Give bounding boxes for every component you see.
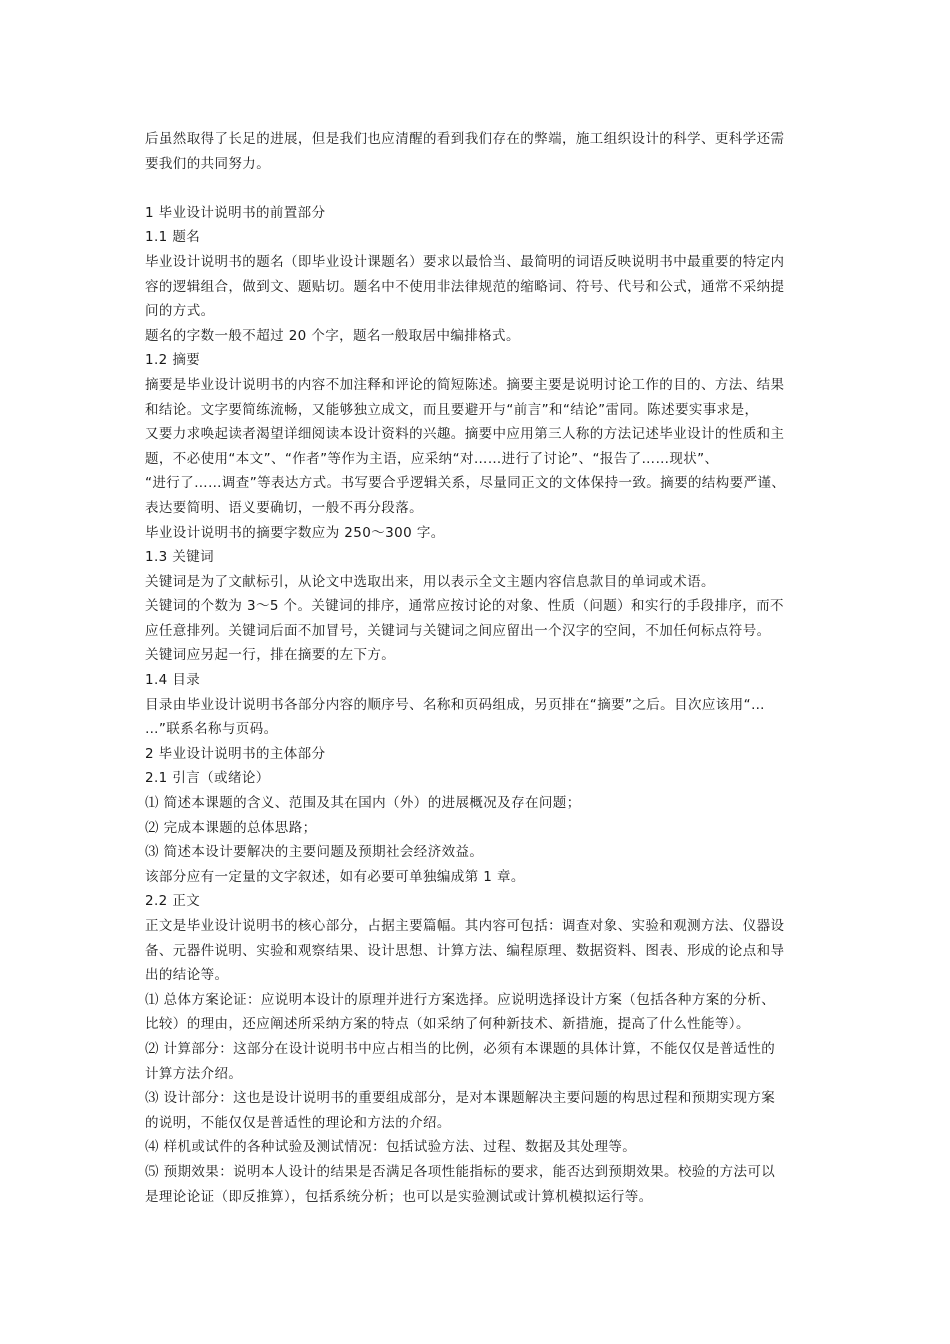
text-line: 容的逻辑组合，做到文、题贴切。题名中不使用非法律规范的缩略词、符号、代号和公式，通常不采纳提 [145,278,785,295]
text-line: 后虽然取得了长足的进展，但是我们也应清醒的看到我们存在的弊端，施工组织设计的科学、更科学还需 [145,131,785,147]
subsection-heading: 1.3 关键词 [145,549,215,566]
text-line: 要我们的共同努力。 [145,155,271,172]
text-line: 的说明，不能仅仅是普适性的理论和方法的介绍。 [145,1114,451,1131]
text-line: “进行了……调查”等表达方式。书写要合乎逻辑关系，尽量同正文的文体保持一致。摘要的结构要严谨、 [145,475,786,492]
subsection-heading: 1.2 摘要 [145,352,201,369]
text-line: 备、元器件说明、实验和观察结果、设计思想、计算方法、编程原理、数据资料、图表、形成的论点和导 [145,942,785,959]
text-line: 题名的字数一般不超过 20 个字，题名一般取居中编排格式。 [145,327,520,344]
text-line: 应任意排列。关键词后面不加冒号，关键词与关键词之间应留出一个汉字的空间，不加任何标点符号。 [145,622,771,639]
text-line: 计算方法介绍。 [145,1065,243,1082]
text-line: 表达要简明、语义要确切，一般不再分段落。 [145,499,423,516]
subsection-heading: 2.1 引言（或绪论） [145,770,270,787]
list-item: ⑷ 样机或试件的各种试验及测试情况：包括试验方法、过程、数据及其处理等。 [145,1139,637,1156]
text-line: 关键词是为了文献标引，从论文中选取出来，用以表示全文主题内容信息款目的单词或术语。 [145,573,715,590]
text-line: 毕业设计说明书的摘要字数应为 250～300 字。 [145,524,445,541]
text-line: 毕业设计说明书的题名（即毕业设计课题名）要求以最恰当、最简明的词语反映说明书中最重要的特定内 [145,253,785,270]
list-item: ⑸ 预期效果：说明本人设计的结果是否满足各项性能指标的要求，能否达到预期效果。校验的方法可以 [145,1163,776,1180]
text-line: 题，不必使用“本文”、“作者”等作为主语，应采纳“对……进行了讨论”、“报告了……现状”、 [145,450,719,467]
text-line: 是理论论证（即反推算），包括系统分析；也可以是实验测试或计算机模拟运行等。 [145,1188,653,1205]
text-line: 和结论。文字要简练流畅，又能够独立成文，而且要避开与“前言”和“结论”雷同。陈述要实事求是， [145,401,759,418]
text-line: 正文是毕业设计说明书的核心部分，占据主要篇幅。其内容可包括：调查对象、实验和观测方法、仪器设 [145,918,785,934]
subsection-heading: 1.4 目录 [145,672,201,689]
list-item: ⑶ 设计部分：这也是设计说明书的重要组成部分，是对本课题解决主要问题的构思过程和预期实现方案 [145,1090,776,1107]
document-body [145,127,815,1209]
subsection-heading: 1.1 题名 [145,229,201,246]
text-line: 比较）的理由，还应阐述所采纳方案的特点（如采纳了何种新技术、新措施，提高了什么性能等）。 [145,1016,750,1033]
text-line: 问的方式。 [145,303,215,320]
text-line: 关键词的个数为 3～5 个。关键词的排序，通常应按讨论的对象、性质（问题）和实行的手段排序，而不 [145,598,784,615]
list-item: ⑵ 完成本课题的总体思路； [145,819,317,836]
list-item: ⑵ 计算部分：这部分在设计说明书中应占相当的比例，必须有本课题的具体计算，不能仅仅是普适性的 [145,1040,776,1057]
paragraph-gap [145,176,815,201]
list-item: ⑴ 总体方案论证：应说明本设计的原理并进行方案选择。应说明选择设计方案（包括各种方案的分析、 [145,991,776,1008]
text-line: 摘要是毕业设计说明书的内容不加注释和评论的简短陈述。摘要主要是说明讨论工作的目的、方法、结果 [145,376,785,393]
text-line: 目录由毕业设计说明书各部分内容的顺序号、名称和页码组成，另页排在“摘要”之后。目次应该用“… [145,696,765,713]
text-line: 该部分应有一定量的文字叙述，如有必要可单独编成第 1 章。 [145,868,525,885]
text-line: 出的结论等。 [145,967,229,984]
section-heading: 1 毕业设计说明书的前置部分 [145,204,326,221]
text-line: 又要力求唤起读者渴望详细阅读本设计资料的兴趣。摘要中应用第三人称的方法记述毕业设计的性质和主 [145,426,785,443]
text-line: …”联系名称与页码。 [145,721,278,738]
section-heading: 2 毕业设计说明书的主体部分 [145,745,326,762]
list-item: ⑴ 简述本课题的含义、范围及其在国内（外）的进展概况及存在问题； [145,795,581,812]
subsection-heading: 2.2 正文 [145,893,201,910]
text-line: 关键词应另起一行，排在摘要的左下方。 [145,647,396,664]
list-item: ⑶ 简述本设计要解决的主要问题及预期社会经济效益。 [145,844,484,861]
